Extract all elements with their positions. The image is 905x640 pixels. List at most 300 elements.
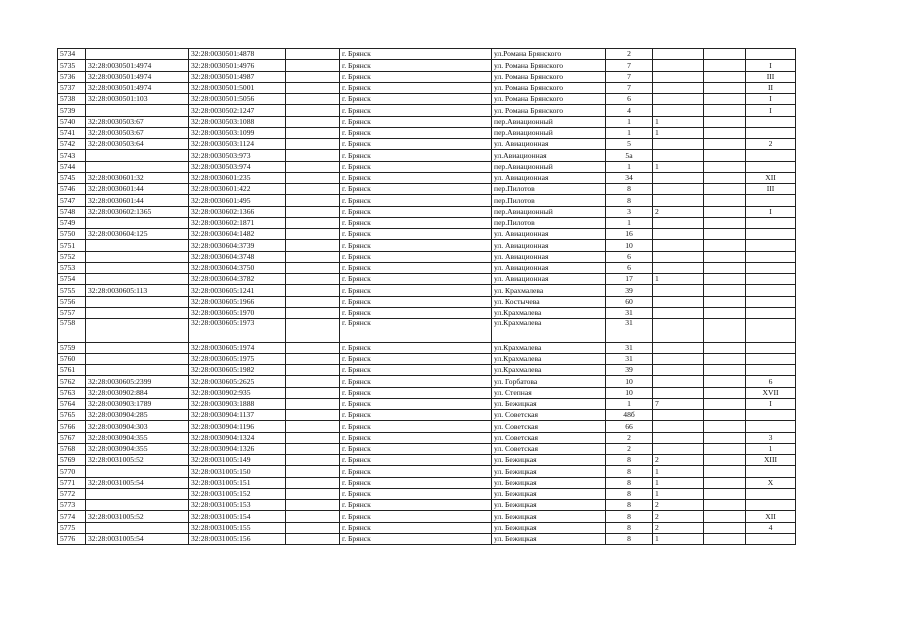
empty-cell <box>286 455 340 466</box>
house-number-cell: 16 <box>606 229 653 240</box>
street-cell: ул. Степная <box>492 387 606 398</box>
table-body <box>58 49 796 545</box>
table-row <box>58 421 796 432</box>
room-number-cell: I <box>746 398 796 409</box>
record-number-cell: 5751 <box>58 240 86 251</box>
empty-cell <box>704 161 746 172</box>
room-number-cell <box>746 342 796 353</box>
object-cadastral-number-cell: 32:28:0030904:1137 <box>189 410 286 421</box>
building-number-cell <box>653 150 704 161</box>
empty-cell <box>704 365 746 376</box>
empty-cell <box>286 342 340 353</box>
room-number-cell <box>746 296 796 307</box>
city-cell: г. Брянск <box>340 105 492 116</box>
empty-cell <box>704 443 746 454</box>
object-cadastral-number-cell: 32:28:0030604:3782 <box>189 274 286 285</box>
table-row <box>58 410 796 421</box>
table-row <box>58 522 796 533</box>
empty-cell <box>286 365 340 376</box>
land-cadastral-number-cell: 32:28:0030601:44 <box>86 195 189 206</box>
street-cell: ул. Крахмалева <box>492 285 606 296</box>
building-number-cell <box>653 285 704 296</box>
room-number-cell: III <box>746 184 796 195</box>
house-number-cell: 6 <box>606 251 653 262</box>
house-number-cell: 8 <box>606 455 653 466</box>
empty-cell <box>704 353 746 364</box>
empty-cell <box>704 488 746 499</box>
object-cadastral-number-cell: 32:28:0030501:5056 <box>189 94 286 105</box>
object-cadastral-number-cell: 32:28:0030501:4987 <box>189 71 286 82</box>
room-number-cell <box>746 353 796 364</box>
object-cadastral-number-cell: 32:28:0030503:1124 <box>189 139 286 150</box>
object-cadastral-number-cell: 32:28:0030605:1970 <box>189 307 286 318</box>
house-number-cell: 39 <box>606 285 653 296</box>
object-cadastral-number-cell: 32:28:0030605:1241 <box>189 285 286 296</box>
land-cadastral-number-cell <box>86 307 189 318</box>
table-row <box>58 139 796 150</box>
object-cadastral-number-cell: 32:28:0030601:422 <box>189 184 286 195</box>
room-number-cell <box>746 488 796 499</box>
record-number-cell: 5752 <box>58 251 86 262</box>
building-number-cell <box>653 432 704 443</box>
table-row <box>58 398 796 409</box>
house-number-cell: 5 <box>606 139 653 150</box>
object-cadastral-number-cell: 32:28:0030605:1982 <box>189 365 286 376</box>
street-cell: ул.Романа Брянского <box>492 49 606 60</box>
city-cell: г. Брянск <box>340 398 492 409</box>
building-number-cell <box>653 421 704 432</box>
building-number-cell <box>653 353 704 364</box>
street-cell: ул. Авиационная <box>492 172 606 183</box>
record-number-cell: 5761 <box>58 365 86 376</box>
house-number-cell: 8 <box>606 522 653 533</box>
city-cell: г. Брянск <box>340 455 492 466</box>
empty-cell <box>286 172 340 183</box>
land-cadastral-number-cell: 32:28:0031005:52 <box>86 511 189 522</box>
object-cadastral-number-cell: 32:28:0031005:153 <box>189 500 286 511</box>
table-row <box>58 387 796 398</box>
empty-cell <box>704 150 746 161</box>
house-number-cell: 2 <box>606 443 653 454</box>
empty-cell <box>286 116 340 127</box>
building-number-cell <box>653 307 704 318</box>
empty-cell <box>704 285 746 296</box>
building-number-cell <box>653 195 704 206</box>
empty-cell <box>704 49 746 60</box>
land-cadastral-number-cell <box>86 150 189 161</box>
room-number-cell <box>746 262 796 273</box>
record-number-cell: 5758 <box>58 319 86 343</box>
empty-cell <box>704 217 746 228</box>
record-number-cell: 5742 <box>58 139 86 150</box>
street-cell: ул. Романа Брянского <box>492 71 606 82</box>
record-number-cell: 5749 <box>58 217 86 228</box>
record-number-cell: 5743 <box>58 150 86 161</box>
empty-cell <box>286 522 340 533</box>
land-cadastral-number-cell: 32:28:0030604:125 <box>86 229 189 240</box>
building-number-cell <box>653 365 704 376</box>
room-number-cell: I <box>746 94 796 105</box>
empty-cell <box>286 410 340 421</box>
record-number-cell: 5745 <box>58 172 86 183</box>
city-cell: г. Брянск <box>340 466 492 477</box>
table-row <box>58 307 796 318</box>
record-number-cell: 5740 <box>58 116 86 127</box>
street-cell: ул. Бежицкая <box>492 511 606 522</box>
empty-cell <box>704 533 746 544</box>
land-cadastral-number-cell: 32:28:0030601:32 <box>86 172 189 183</box>
room-number-cell <box>746 195 796 206</box>
object-cadastral-number-cell: 32:28:0030503:1099 <box>189 127 286 138</box>
empty-cell <box>286 466 340 477</box>
empty-cell <box>704 376 746 387</box>
building-number-cell: 1 <box>653 127 704 138</box>
land-cadastral-number-cell: 32:28:0030501:4974 <box>86 60 189 71</box>
object-cadastral-number-cell: 32:28:0031005:150 <box>189 466 286 477</box>
table-row <box>58 150 796 161</box>
city-cell: г. Брянск <box>340 71 492 82</box>
room-number-cell: 1 <box>746 443 796 454</box>
land-cadastral-number-cell: 32:28:0030601:44 <box>86 184 189 195</box>
empty-cell <box>286 251 340 262</box>
house-number-cell: 10 <box>606 376 653 387</box>
record-number-cell: 5734 <box>58 49 86 60</box>
building-number-cell <box>653 217 704 228</box>
building-number-cell <box>653 240 704 251</box>
object-cadastral-number-cell: 32:28:0030902:935 <box>189 387 286 398</box>
house-number-cell: 7 <box>606 71 653 82</box>
table-row <box>58 217 796 228</box>
house-number-cell: 8 <box>606 477 653 488</box>
empty-cell <box>286 240 340 251</box>
empty-cell <box>286 285 340 296</box>
empty-cell <box>704 71 746 82</box>
empty-cell <box>704 342 746 353</box>
land-cadastral-number-cell: 32:28:0030605:113 <box>86 285 189 296</box>
city-cell: г. Брянск <box>340 49 492 60</box>
empty-cell <box>704 307 746 318</box>
city-cell: г. Брянск <box>340 217 492 228</box>
land-cadastral-number-cell <box>86 522 189 533</box>
empty-cell <box>286 398 340 409</box>
street-cell: пер.Авиационный <box>492 127 606 138</box>
empty-cell <box>286 150 340 161</box>
house-number-cell: 48б <box>606 410 653 421</box>
table-row <box>58 365 796 376</box>
object-cadastral-number-cell: 32:28:0030501:4976 <box>189 60 286 71</box>
land-cadastral-number-cell <box>86 466 189 477</box>
building-number-cell <box>653 94 704 105</box>
object-cadastral-number-cell: 32:28:0030501:4878 <box>189 49 286 60</box>
street-cell: ул. Авиационная <box>492 229 606 240</box>
empty-cell <box>704 500 746 511</box>
city-cell: г. Брянск <box>340 172 492 183</box>
building-number-cell <box>653 229 704 240</box>
street-cell: ул.Крахмалева <box>492 365 606 376</box>
street-cell: ул.Крахмалева <box>492 353 606 364</box>
street-cell: ул. Бежицкая <box>492 477 606 488</box>
empty-cell <box>704 398 746 409</box>
table-row <box>58 443 796 454</box>
street-cell: пер.Авиационный <box>492 161 606 172</box>
empty-cell <box>286 184 340 195</box>
empty-cell <box>286 274 340 285</box>
city-cell: г. Брянск <box>340 342 492 353</box>
land-cadastral-number-cell: 32:28:0030904:355 <box>86 443 189 454</box>
building-number-cell <box>653 387 704 398</box>
empty-cell <box>704 432 746 443</box>
room-number-cell: XVII <box>746 387 796 398</box>
record-number-cell: 5762 <box>58 376 86 387</box>
city-cell: г. Брянск <box>340 184 492 195</box>
house-number-cell: 6 <box>606 262 653 273</box>
empty-cell <box>704 60 746 71</box>
table-row <box>58 116 796 127</box>
land-cadastral-number-cell: 32:28:0031005:54 <box>86 477 189 488</box>
house-number-cell: 7 <box>606 60 653 71</box>
room-number-cell <box>746 274 796 285</box>
house-number-cell: 8 <box>606 500 653 511</box>
room-number-cell <box>746 533 796 544</box>
record-number-cell: 5776 <box>58 533 86 544</box>
building-number-cell <box>653 319 704 343</box>
street-cell: ул. Советская <box>492 410 606 421</box>
empty-cell <box>286 71 340 82</box>
building-number-cell <box>653 71 704 82</box>
building-number-cell: 7 <box>653 398 704 409</box>
house-number-cell: 6 <box>606 94 653 105</box>
room-number-cell <box>746 410 796 421</box>
street-cell: ул. Романа Брянского <box>492 94 606 105</box>
city-cell: г. Брянск <box>340 94 492 105</box>
table-row <box>58 184 796 195</box>
empty-cell <box>704 184 746 195</box>
empty-cell <box>286 139 340 150</box>
empty-cell <box>704 105 746 116</box>
street-cell: ул.Крахмалева <box>492 342 606 353</box>
empty-cell <box>286 353 340 364</box>
city-cell: г. Брянск <box>340 161 492 172</box>
house-number-cell: 8 <box>606 488 653 499</box>
street-cell: ул. Бежицкая <box>492 466 606 477</box>
room-number-cell <box>746 307 796 318</box>
empty-cell <box>704 296 746 307</box>
object-cadastral-number-cell: 32:28:0030503:973 <box>189 150 286 161</box>
empty-cell <box>286 296 340 307</box>
object-cadastral-number-cell: 32:28:0031005:154 <box>189 511 286 522</box>
table-row <box>58 533 796 544</box>
room-number-cell: I <box>746 60 796 71</box>
city-cell: г. Брянск <box>340 206 492 217</box>
land-cadastral-number-cell <box>86 274 189 285</box>
city-cell: г. Брянск <box>340 285 492 296</box>
building-number-cell <box>653 60 704 71</box>
record-number-cell: 5754 <box>58 274 86 285</box>
land-cadastral-number-cell: 32:28:0030903:1789 <box>86 398 189 409</box>
object-cadastral-number-cell: 32:28:0030601:235 <box>189 172 286 183</box>
empty-cell <box>704 139 746 150</box>
room-number-cell: X <box>746 477 796 488</box>
record-number-cell: 5763 <box>58 387 86 398</box>
building-number-cell: 1 <box>653 274 704 285</box>
street-cell: ул. Советская <box>492 443 606 454</box>
object-cadastral-number-cell: 32:28:0030605:1975 <box>189 353 286 364</box>
house-number-cell: 31 <box>606 353 653 364</box>
empty-cell <box>286 161 340 172</box>
land-cadastral-number-cell: 32:28:0030605:2399 <box>86 376 189 387</box>
city-cell: г. Брянск <box>340 443 492 454</box>
empty-cell <box>704 466 746 477</box>
building-number-cell: 1 <box>653 161 704 172</box>
building-number-cell: 1 <box>653 488 704 499</box>
record-number-cell: 5748 <box>58 206 86 217</box>
street-cell: ул. Авиационная <box>492 240 606 251</box>
land-cadastral-number-cell: 32:28:0030602:1365 <box>86 206 189 217</box>
record-number-cell: 5757 <box>58 307 86 318</box>
table-row <box>58 82 796 93</box>
record-number-cell: 5766 <box>58 421 86 432</box>
record-number-cell: 5756 <box>58 296 86 307</box>
land-cadastral-number-cell <box>86 296 189 307</box>
empty-cell <box>286 477 340 488</box>
building-number-cell <box>653 443 704 454</box>
empty-cell <box>286 262 340 273</box>
land-cadastral-number-cell <box>86 262 189 273</box>
land-cadastral-number-cell <box>86 105 189 116</box>
table-row <box>58 432 796 443</box>
object-cadastral-number-cell: 32:28:0030605:1966 <box>189 296 286 307</box>
record-number-cell: 5746 <box>58 184 86 195</box>
street-cell: ул. Авиационная <box>492 274 606 285</box>
building-number-cell: 2 <box>653 206 704 217</box>
city-cell: г. Брянск <box>340 139 492 150</box>
table-row <box>58 94 796 105</box>
house-number-cell: 1 <box>606 217 653 228</box>
building-number-cell: 1 <box>653 477 704 488</box>
street-cell: ул. Бежицкая <box>492 533 606 544</box>
room-number-cell <box>746 116 796 127</box>
room-number-cell: XIII <box>746 455 796 466</box>
house-number-cell: 3 <box>606 206 653 217</box>
object-cadastral-number-cell: 32:28:0031005:155 <box>189 522 286 533</box>
empty-cell <box>704 511 746 522</box>
street-cell: ул. Романа Брянского <box>492 60 606 71</box>
table-row <box>58 262 796 273</box>
record-number-cell: 5753 <box>58 262 86 273</box>
building-number-cell <box>653 262 704 273</box>
land-cadastral-number-cell <box>86 240 189 251</box>
record-number-cell: 5750 <box>58 229 86 240</box>
street-cell: ул.Крахмалева <box>492 319 606 343</box>
room-number-cell <box>746 251 796 262</box>
empty-cell <box>286 319 340 343</box>
land-cadastral-number-cell: 32:28:0030503:67 <box>86 127 189 138</box>
empty-cell <box>704 206 746 217</box>
city-cell: г. Брянск <box>340 150 492 161</box>
land-cadastral-number-cell: 32:28:0030503:64 <box>86 139 189 150</box>
street-cell: ул. Бежицкая <box>492 522 606 533</box>
building-number-cell: 1 <box>653 533 704 544</box>
room-number-cell <box>746 500 796 511</box>
empty-cell <box>286 432 340 443</box>
house-number-cell: 31 <box>606 307 653 318</box>
table-row <box>58 229 796 240</box>
room-number-cell: 6 <box>746 376 796 387</box>
street-cell: ул. Романа Брянского <box>492 82 606 93</box>
room-number-cell <box>746 229 796 240</box>
house-number-cell: 8 <box>606 511 653 522</box>
record-number-cell: 5770 <box>58 466 86 477</box>
empty-cell <box>286 500 340 511</box>
record-number-cell: 5772 <box>58 488 86 499</box>
room-number-cell <box>746 319 796 343</box>
house-number-cell: 5а <box>606 150 653 161</box>
city-cell: г. Брянск <box>340 522 492 533</box>
empty-cell <box>704 262 746 273</box>
room-number-cell <box>746 421 796 432</box>
record-number-cell: 5767 <box>58 432 86 443</box>
land-cadastral-number-cell: 32:28:0030904:355 <box>86 432 189 443</box>
house-number-cell: 8 <box>606 184 653 195</box>
empty-cell <box>286 421 340 432</box>
room-number-cell <box>746 127 796 138</box>
empty-cell <box>286 533 340 544</box>
table-row <box>58 296 796 307</box>
building-number-cell <box>653 184 704 195</box>
land-cadastral-number-cell: 32:28:0030904:285 <box>86 410 189 421</box>
city-cell: г. Брянск <box>340 274 492 285</box>
house-number-cell: 4 <box>606 105 653 116</box>
land-cadastral-number-cell <box>86 161 189 172</box>
empty-cell <box>704 319 746 343</box>
table-row <box>58 206 796 217</box>
table-row <box>58 49 796 60</box>
city-cell: г. Брянск <box>340 195 492 206</box>
city-cell: г. Брянск <box>340 387 492 398</box>
city-cell: г. Брянск <box>340 365 492 376</box>
empty-cell <box>704 172 746 183</box>
record-number-cell: 5774 <box>58 511 86 522</box>
city-cell: г. Брянск <box>340 500 492 511</box>
object-cadastral-number-cell: 32:28:0031005:149 <box>189 455 286 466</box>
empty-cell <box>704 477 746 488</box>
building-number-cell: 2 <box>653 511 704 522</box>
empty-cell <box>286 94 340 105</box>
house-number-cell: 10 <box>606 387 653 398</box>
empty-cell <box>286 49 340 60</box>
empty-cell <box>286 82 340 93</box>
city-cell: г. Брянск <box>340 296 492 307</box>
house-number-cell: 1 <box>606 398 653 409</box>
city-cell: г. Брянск <box>340 116 492 127</box>
street-cell: ул. Бежицкая <box>492 455 606 466</box>
empty-cell <box>704 251 746 262</box>
room-number-cell: II <box>746 82 796 93</box>
land-cadastral-number-cell: 32:28:0030501:103 <box>86 94 189 105</box>
house-number-cell: 8 <box>606 195 653 206</box>
room-number-cell: XII <box>746 511 796 522</box>
table-row <box>58 172 796 183</box>
table-row <box>58 105 796 116</box>
building-number-cell: 1 <box>653 116 704 127</box>
record-number-cell: 5738 <box>58 94 86 105</box>
room-number-cell <box>746 240 796 251</box>
empty-cell <box>704 195 746 206</box>
table-row <box>58 488 796 499</box>
room-number-cell <box>746 150 796 161</box>
land-cadastral-number-cell <box>86 319 189 343</box>
empty-cell <box>704 82 746 93</box>
